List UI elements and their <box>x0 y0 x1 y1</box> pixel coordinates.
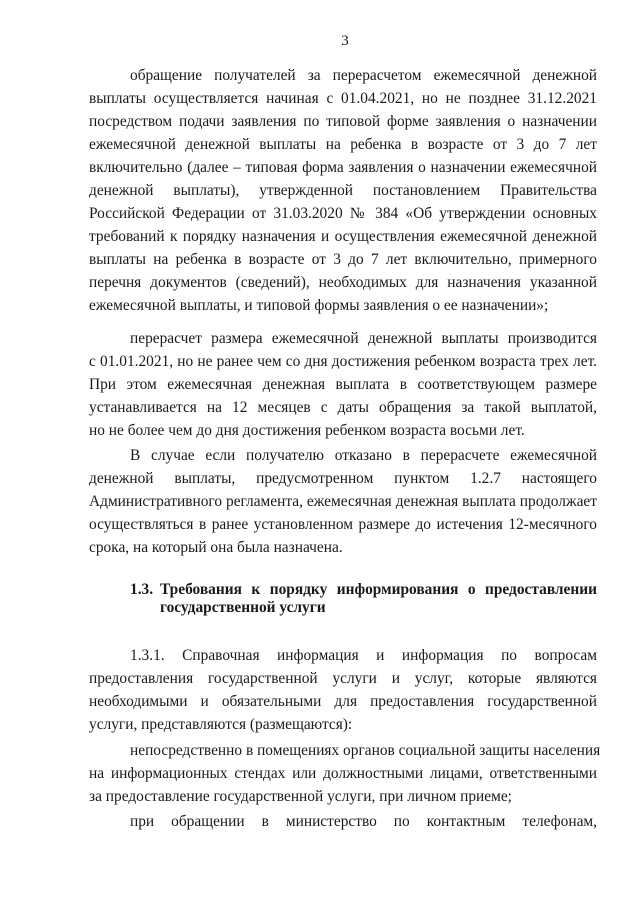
paragraph-2-line-5: но не более чем до дня достижения ребенком возраста восьми лет. <box>89 422 525 439</box>
section-heading-line-1: Требования к порядку информирования о предоставлении <box>160 581 597 598</box>
section-paragraph-2-line-3: за предоставление государственной услуги, при личном приеме; <box>89 788 512 805</box>
section-paragraph-2-line-1: непосредственно в помещениях органов социальной защиты населения <box>130 742 601 759</box>
section-paragraph-1-line-1: 1.3.1. Справочная информация и информация по вопросам <box>130 647 597 664</box>
section-paragraph-3-line-1: при обращении в министерство по контактным телефонам, <box>130 813 597 830</box>
paragraph-1-line-9: выплаты на ребенка в возрасте от 3 до 7 лет включительно, примерного <box>89 251 597 268</box>
paragraph-1-line-4: ежемесячной денежной выплаты на ребенка в возрасте от 3 до 7 лет <box>89 136 597 153</box>
paragraph-3-line-3: Административного регламента, ежемесячная денежная выплата продолжает <box>89 493 597 510</box>
paragraph-3-line-1: В случае если получателю отказано в перерасчете ежемесячной <box>130 447 597 464</box>
paragraph-2-line-4: устанавливается на 12 месяцев с даты обращения за такой выплатой, <box>89 399 597 416</box>
paragraph-1-line-8: требований к порядку назначения и осуществления ежемесячной денежной <box>89 228 597 245</box>
section-paragraph-1-line-2: предоставления государственной услуги и услуг, которые являются <box>89 670 597 687</box>
paragraph-3-line-5: срока, на который она была назначена. <box>89 539 343 556</box>
section-heading-number: 1.3. <box>130 581 154 598</box>
paragraph-1-line-6: денежной выплаты), утвержденной постановлением Правительства <box>89 182 597 199</box>
paragraph-1-line-11: ежемесячной выплаты, и типовой формы заявления о ее назначении»; <box>89 297 549 314</box>
section-paragraph-2-line-2: на информационных стендах или должностными лицами, ответственными <box>89 765 597 782</box>
section-paragraph-1-line-3: необходимыми и обязательными для предоставления государственной <box>89 693 597 710</box>
paragraph-1-line-1: обращение получателей за перерасчетом ежемесячной денежной <box>130 67 597 84</box>
paragraph-3-line-2: денежной выплаты, предусмотренном пунктом 1.2.7 настоящего <box>89 470 597 487</box>
paragraph-3-line-4: осуществляться в ранее установленном размере до истечения 12-месячного <box>89 516 597 533</box>
paragraph-1-line-10: перечня документов (сведений), необходимых для назначения указанной <box>89 274 597 291</box>
section-paragraph-1-line-4: услуги, представляются (размещаются): <box>89 716 353 733</box>
paragraph-2-line-3: При этом ежемесячная денежная выплата в соответствующем размере <box>89 376 597 393</box>
paragraph-1-line-2: выплаты осуществляется начиная с 01.04.2021, но не позднее 31.12.2021 <box>89 90 597 107</box>
section-heading-line-2: государственной услуги <box>160 599 326 616</box>
paragraph-1-line-7: Российской Федерации от 31.03.2020 № 384 «Об утверждении основных <box>89 205 597 222</box>
paragraph-1-line-3: посредством подачи заявления по типовой форме заявления о назначении <box>89 113 597 130</box>
paragraph-1-line-5: включительно (далее – типовая форма заявления о назначении ежемесячной <box>89 159 597 176</box>
page-number: 3 <box>341 33 349 49</box>
paragraph-2-line-1: перерасчет размера ежемесячной денежной выплаты производится <box>130 330 597 347</box>
paragraph-2-line-2: с 01.01.2021, но не ранее чем со дня достижения ребенком возраста трех лет. <box>89 353 597 370</box>
